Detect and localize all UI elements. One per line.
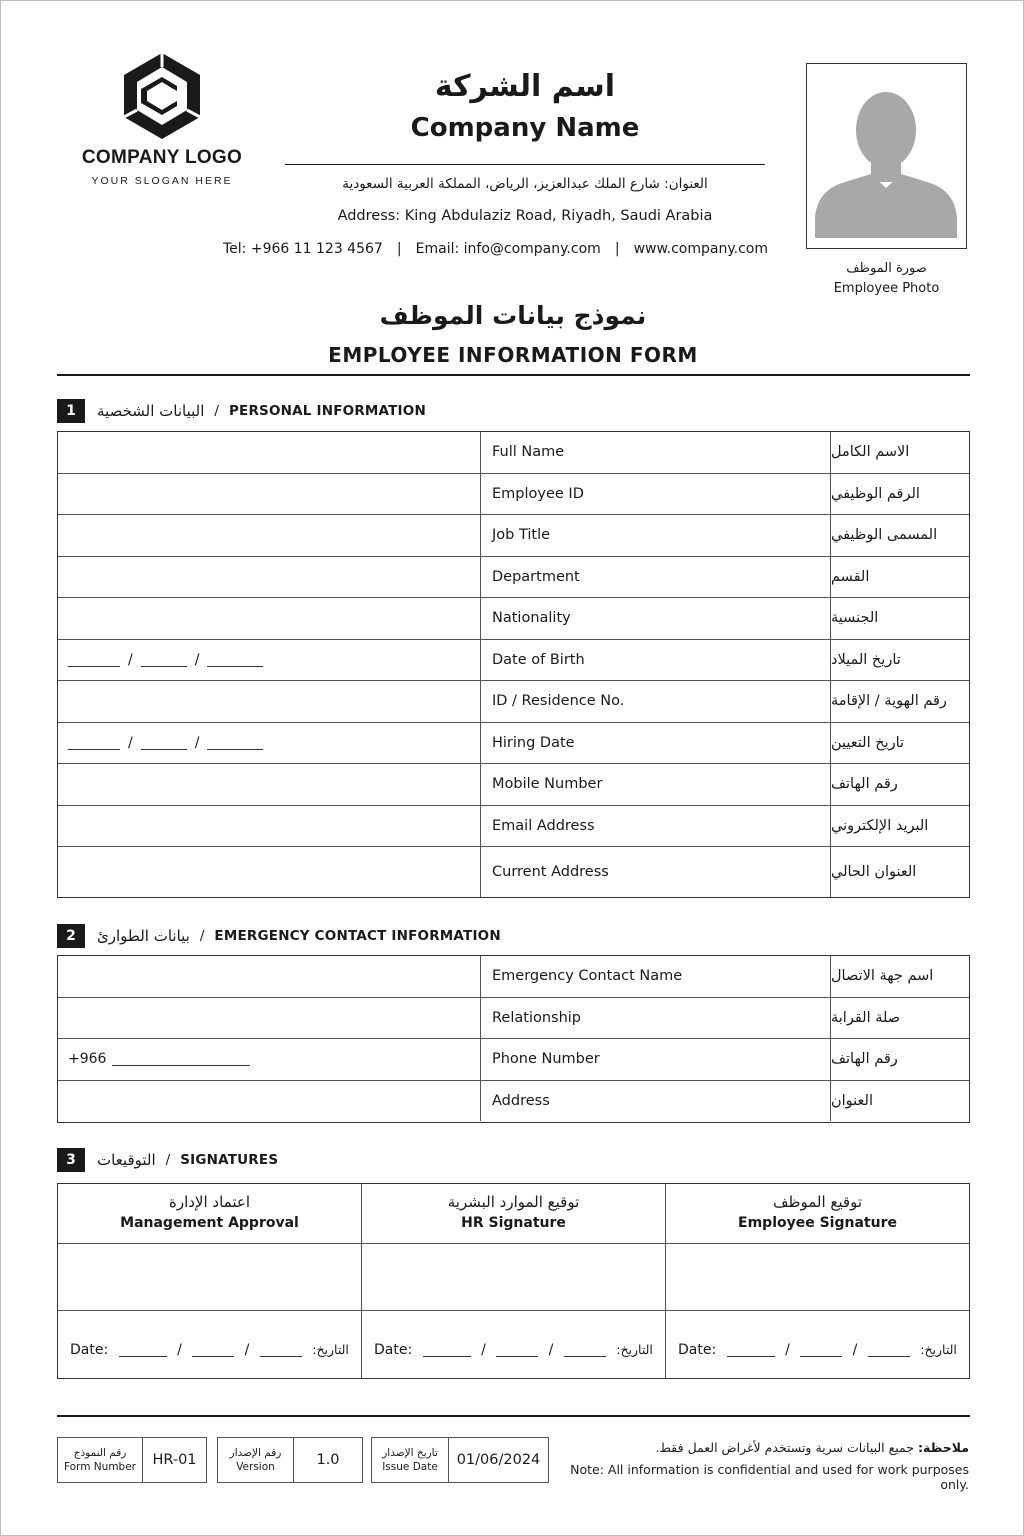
note-ar [561,1438,969,1458]
row-label-en: Mobile Number [481,764,831,805]
hiring-date-field[interactable] [58,723,481,764]
row-label-ar: الرقم الوظيفي [831,485,920,502]
full-name-field[interactable] [58,432,481,473]
company-logo [81,51,243,187]
row-label-en: Full Name [481,432,831,473]
row-label-ar: البريد الإلكتروني [831,817,929,834]
footer-divider [57,1415,970,1417]
current-address-field[interactable] [58,847,481,897]
management-signature-area[interactable] [58,1244,361,1311]
section-slash: / [199,928,205,944]
hr-signature-column [362,1184,666,1378]
row-label-ar: تاريخ الميلاد [831,651,901,668]
date-slash: / [177,1341,182,1358]
date-label-ar: التاريخ: [616,1342,653,1357]
section-number: 2 [57,924,85,948]
table-row [58,998,969,1040]
row-label-ar: العنوان [831,1092,873,1109]
year-blank[interactable] [564,1343,606,1357]
signature-title-ar: اعتماد الإدارة [168,1193,250,1211]
version-label [218,1438,294,1482]
phone-number-field[interactable] [58,1039,481,1080]
email-address-field[interactable] [58,806,481,847]
section-number: 3 [57,1148,85,1172]
emergency-address-field[interactable] [58,1081,481,1121]
title-divider [57,374,970,376]
table-row [58,557,969,599]
issue-date-label-en: Issue Date [382,1461,438,1473]
person-silhouette-icon [815,78,957,238]
form-number-label-ar: رقم النموذج [73,1447,127,1459]
address-ar: العنوان: شارع الملك عبدالعزيز، الرياض، المملكة العربية السعودية [342,176,708,192]
signature-date-row [58,1311,361,1378]
signature-date-row [666,1311,969,1378]
table-row [58,806,969,848]
table-row [58,764,969,806]
year-blank[interactable] [260,1343,302,1357]
date-of-birth-field[interactable] [58,640,481,681]
table-row [58,956,969,998]
date-slash: / [244,1341,250,1358]
signature-header [362,1184,665,1244]
company-name-ar: اسم الشركة [434,69,616,104]
year-blank[interactable] [868,1343,910,1357]
logo-slogan: YOUR SLOGAN HERE [91,175,233,187]
management-approval-column [58,1184,362,1378]
day-blank[interactable] [68,653,120,667]
contact-line [223,241,768,257]
nationality-field[interactable] [58,598,481,639]
section-slash: / [214,403,219,419]
date-slash: / [128,734,133,751]
section-title-ar: بيانات الطوارئ [97,927,190,945]
day-blank[interactable] [727,1343,775,1357]
date-label-en: Date: [678,1341,717,1358]
confidentiality-note [561,1438,969,1492]
row-label-en: ID / Residence No. [481,681,831,722]
date-slash: / [128,651,133,668]
note-ar-text: جميع البيانات سرية وتستخدم لأغراض العمل فقط. [655,1440,915,1455]
section-slash: / [165,1152,171,1168]
row-label-en: Email Address [481,806,831,847]
section-emergency-header [57,924,501,948]
emergency-contact-table [57,955,970,1123]
row-label-en: Address [481,1081,831,1121]
row-label-ar: المسمى الوظيفي [831,527,938,544]
row-label-ar: رقم الهاتف [831,776,898,793]
issue-date-label-ar: تاريخ الإصدار [382,1447,438,1459]
month-blank[interactable] [192,1343,234,1357]
logo-title: COMPANY LOGO [81,147,243,168]
table-row [58,515,969,557]
job-title-field[interactable] [58,515,481,556]
separator: | [396,241,402,257]
row-label-ar: القسم [831,568,870,585]
table-row [58,474,969,516]
date-slash: / [785,1341,790,1358]
section-number: 1 [57,399,85,423]
signature-header [666,1184,969,1244]
employee-id-field[interactable] [58,474,481,515]
company-divider [285,164,765,165]
signature-title-ar: توقيع الموظف [773,1193,862,1211]
phone-prefix: +966 [68,1051,107,1068]
date-slash: / [194,734,200,751]
issue-date-value: 01/06/2024 [456,1452,541,1468]
table-row [58,640,969,682]
section-title-ar: البيانات الشخصية [97,402,205,420]
photo-caption [806,259,967,299]
row-label-ar: رقم الهاتف [831,1051,898,1068]
row-label-en: Relationship [481,998,831,1039]
section-title-en: PERSONAL INFORMATION [228,403,426,419]
signature-title-en: Employee Signature [738,1215,897,1231]
row-label-en: Current Address [481,847,831,897]
section-title-en: EMERGENCY CONTACT INFORMATION [214,928,501,944]
date-slash: / [852,1341,858,1358]
form-number-box [57,1437,207,1483]
section-title-ar: التوقيعات [97,1151,156,1169]
email-text: Email: info@company.com [415,241,601,257]
row-label-ar: اسم جهة الاتصال [831,968,934,985]
version-label-ar: رقم الإصدار [229,1447,282,1459]
signature-title-ar: توقيع الموارد البشرية [447,1193,580,1211]
note-ar-label: ملاحظة: [918,1440,969,1455]
version-label-en: Version [236,1461,275,1473]
row-label-ar: صلة القرابة [831,1009,901,1026]
form-number-label-en: Form Number [64,1461,136,1473]
id-residence-field[interactable] [58,681,481,722]
photo-label-en: Employee Photo [833,281,940,296]
month-blank[interactable] [141,653,187,667]
table-row [58,681,969,723]
row-label-en: Hiring Date [481,723,831,764]
signature-title-en: Management Approval [120,1215,299,1231]
signature-date-row [362,1311,665,1378]
form-title-en: EMPLOYEE INFORMATION FORM [328,343,698,367]
employee-photo-box[interactable] [806,63,967,249]
day-blank[interactable] [423,1343,471,1357]
row-label-en: Job Title [481,515,831,556]
day-blank[interactable] [68,736,120,750]
employee-signature-column [666,1184,969,1378]
signature-header [58,1184,361,1244]
phone-blank[interactable] [112,1052,250,1066]
separator: | [614,241,620,257]
mobile-number-field[interactable] [58,764,481,805]
day-blank[interactable] [119,1343,167,1357]
company-name-en: Company Name [410,113,640,143]
month-blank[interactable] [141,736,187,750]
date-slash: / [481,1341,486,1358]
row-label-en: Phone Number [481,1039,831,1080]
row-label-ar: العنوان الحالي [831,864,917,880]
hr-signature-area[interactable] [362,1244,665,1311]
form-number-value: HR-01 [152,1452,197,1468]
date-label-ar: التاريخ: [920,1342,957,1357]
row-label-en: Date of Birth [481,640,831,681]
month-blank[interactable] [800,1343,842,1357]
table-row [58,1039,969,1081]
month-blank[interactable] [496,1343,538,1357]
year-blank[interactable] [207,653,263,667]
row-label-ar: الجنسية [831,610,879,627]
employee-signature-area[interactable] [666,1244,969,1311]
company-block [285,67,765,145]
date-slash: / [194,651,200,668]
address-en: Address: King Abdulaziz Road, Riyadh, Saudi Arabia [337,208,713,224]
row-label-ar: الاسم الكامل [831,444,910,461]
department-field[interactable] [58,557,481,598]
row-label-en: Employee ID [481,474,831,515]
section-title-en: SIGNATURES [180,1152,279,1168]
form-title-ar: نموذج بيانات الموظف [379,301,647,330]
note-en: Note: All information is confidential and used for work purposes only. [570,1462,969,1492]
date-label-ar: التاريخ: [312,1342,349,1357]
photo-label-ar: صورة الموظف [846,261,927,276]
date-label-en: Date: [70,1341,109,1358]
date-label-en: Date: [374,1341,413,1358]
tel-text: Tel: +966 11 123 4567 [223,241,383,257]
table-row [58,1081,969,1121]
date-slash: / [548,1341,554,1358]
signatures-table [57,1183,970,1379]
emergency-contact-name-field[interactable] [58,956,481,997]
table-row [58,723,969,765]
table-row [58,847,969,897]
row-label-ar: تاريخ التعيين [831,734,905,751]
website-text: www.company.com [633,241,768,257]
section-signatures-header [57,1148,278,1172]
issue-date-label [372,1438,449,1482]
issue-date-box [371,1437,549,1483]
row-label-en: Emergency Contact Name [481,956,831,997]
row-label-en: Department [481,557,831,598]
signature-title-en: HR Signature [461,1215,566,1231]
personal-info-table [57,431,970,898]
table-row [58,432,969,474]
row-label-ar: رقم الهوية / الإقامة [831,693,947,710]
version-box [217,1437,363,1483]
row-label-en: Nationality [481,598,831,639]
table-row [58,598,969,640]
section-personal-header [57,399,426,423]
year-blank[interactable] [207,736,263,750]
version-value: 1.0 [316,1452,340,1468]
relationship-field[interactable] [58,998,481,1039]
form-number-label [58,1438,143,1482]
hexagon-logo-icon [120,51,204,141]
